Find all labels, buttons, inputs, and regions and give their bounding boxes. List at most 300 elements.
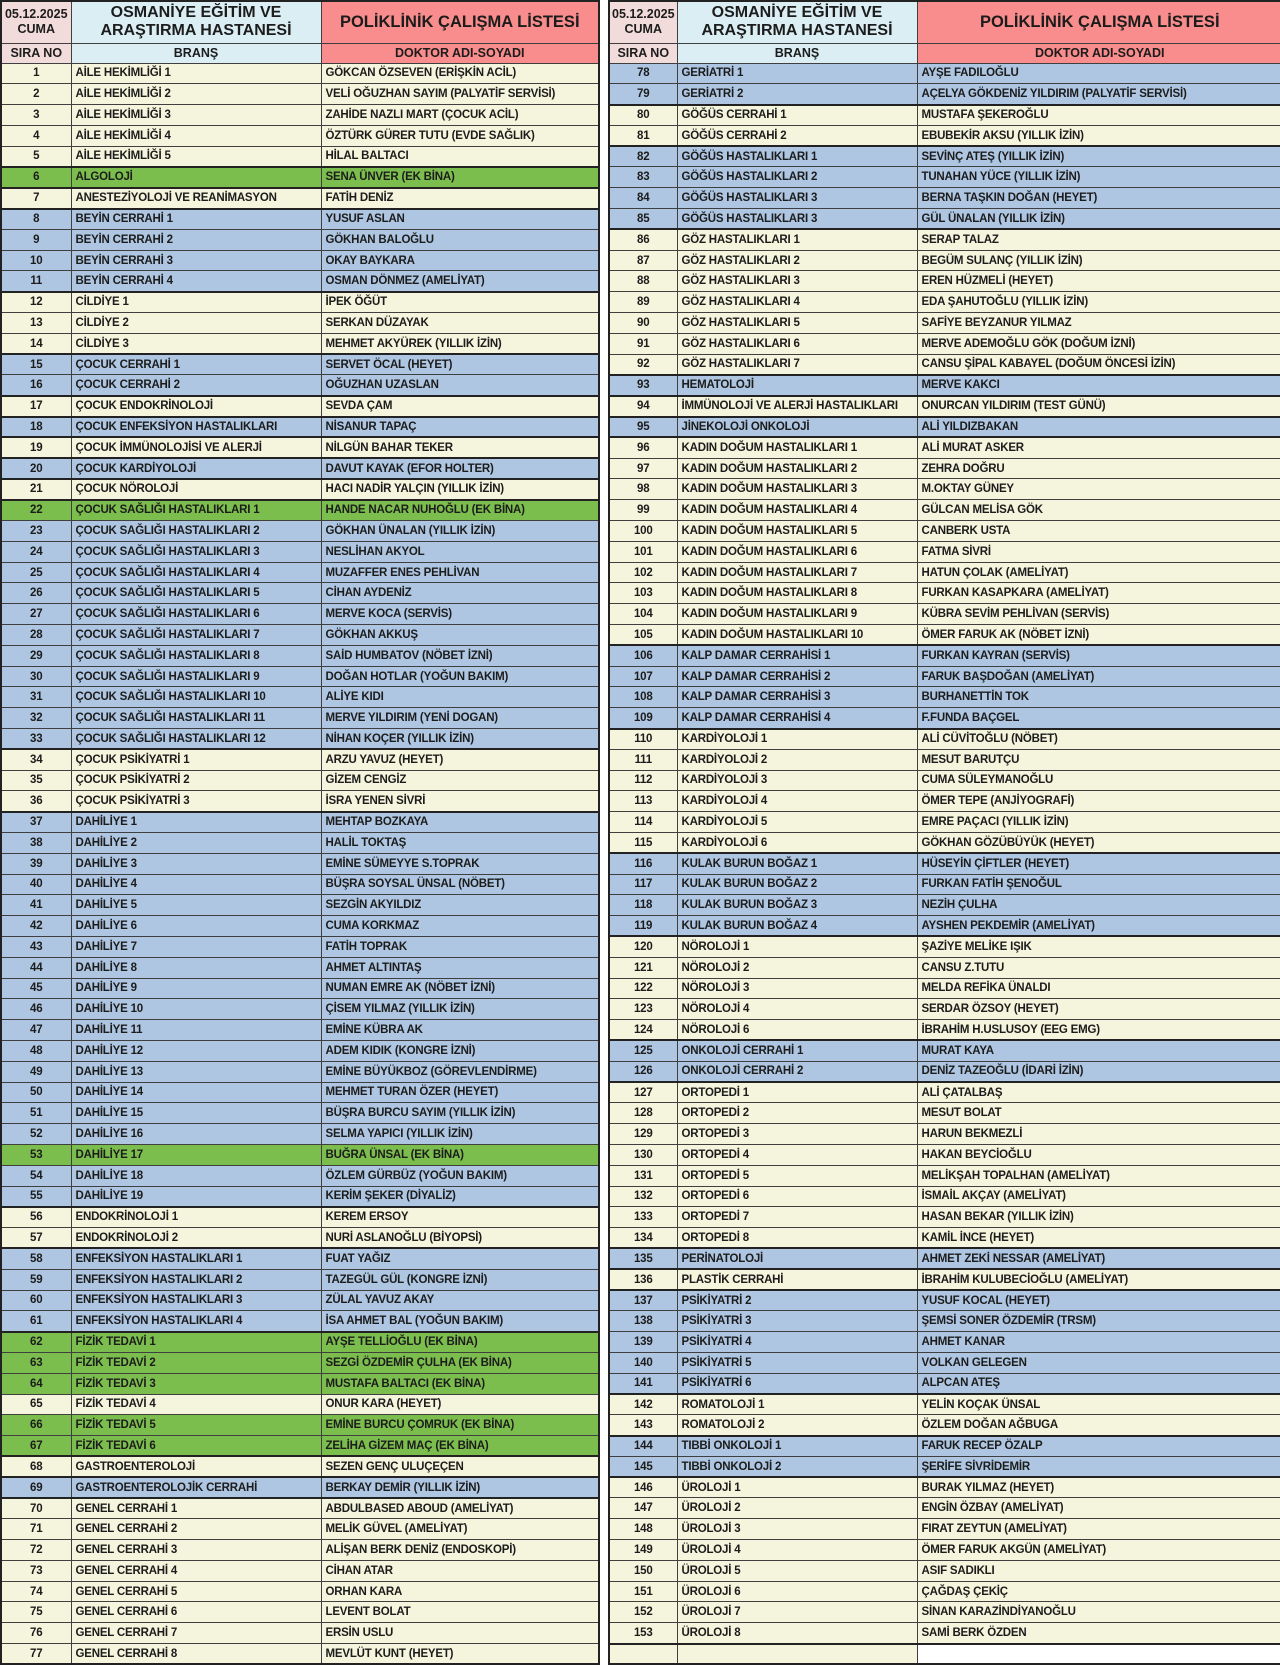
row-number-cell: 127	[609, 1082, 677, 1103]
doctor-cell: ADEM KIDIK (KONGRE İZNİ)	[321, 1040, 599, 1061]
table-row	[1, 1477, 599, 1498]
doctor-cell: ÇAĞDAŞ ÇEKİÇ	[917, 1581, 1280, 1602]
doctor-cell: AHMET KANAR	[917, 1332, 1280, 1353]
brans-cell: AİLE HEKİMLİĞİ 5	[71, 146, 321, 167]
row-number-cell: 148	[609, 1519, 677, 1540]
doctor-cell: İSMAİL AKÇAY (AMELİYAT)	[917, 1186, 1280, 1207]
doctor-cell	[917, 1644, 1280, 1665]
row-number-cell: 84	[609, 188, 677, 209]
row-number-cell: 69	[1, 1477, 71, 1498]
brans-cell: DAHİLİYE 10	[71, 999, 321, 1020]
row-number-cell: 85	[609, 209, 677, 230]
brans-cell: FİZİK TEDAVİ 2	[71, 1352, 321, 1373]
doctor-cell: SAMİ BERK ÖZDEN	[917, 1623, 1280, 1644]
brans-cell: DAHİLİYE 8	[71, 957, 321, 978]
doctor-cell: ASIF SADIKLI	[917, 1560, 1280, 1581]
doctor-cell: FARUK BAŞDOĞAN (AMELİYAT)	[917, 666, 1280, 687]
brans-cell: NÖROLOJİ 4	[677, 999, 917, 1020]
row-number-cell: 98	[609, 479, 677, 500]
brans-cell: NÖROLOJİ 3	[677, 978, 917, 999]
doctor-cell: CİHAN ATAR	[321, 1560, 599, 1581]
row-number-cell: 142	[609, 1394, 677, 1415]
brans-cell: PSİKİYATRİ 2	[677, 1290, 917, 1311]
doctor-cell: ONUR KARA (HEYET)	[321, 1394, 599, 1415]
row-number-cell: 65	[1, 1394, 71, 1415]
row-number-cell: 135	[609, 1248, 677, 1269]
brans-cell: BEYİN CERRAHİ 3	[71, 250, 321, 271]
table-row	[609, 1415, 1280, 1436]
brans-cell: KARDİYOLOJİ 5	[677, 812, 917, 833]
brans-cell: PSİKİYATRİ 5	[677, 1352, 917, 1373]
doctor-cell: GÖKHAN ÜNALAN (YILLIK İZİN)	[321, 521, 599, 542]
brans-cell: ÇOCUK SAĞLIĞI HASTALIKLARI 8	[71, 645, 321, 666]
table-row	[1, 1207, 599, 1228]
row-number-cell: 122	[609, 978, 677, 999]
table-row	[609, 1040, 1280, 1061]
doctor-cell: EMİNE KÜBRA AK	[321, 1020, 599, 1041]
row-number-cell: 141	[609, 1373, 677, 1394]
row-number-cell: 114	[609, 812, 677, 833]
table-row	[609, 354, 1280, 375]
doctor-cell: MUSTAFA ŞEKEROĞLU	[917, 105, 1280, 126]
table-row	[609, 500, 1280, 521]
row-number-cell: 71	[1, 1519, 71, 1540]
brans-cell: FİZİK TEDAVİ 4	[71, 1394, 321, 1415]
doctor-cell: AYŞE FADILOĞLU	[917, 63, 1280, 84]
doctor-cell: TUNAHAN YÜCE (YILLIK İZİN)	[917, 167, 1280, 188]
brans-cell: ÇOCUK PSİKİYATRİ 1	[71, 749, 321, 770]
row-number-cell: 56	[1, 1207, 71, 1228]
row-number-cell: 22	[1, 500, 71, 521]
brans-cell: ENFEKSİYON HASTALIKLARI 4	[71, 1311, 321, 1332]
date-label: 05.12.2025	[4, 7, 68, 22]
brans-cell: ÇOCUK NÖROLOJİ	[71, 479, 321, 500]
table-row	[1, 292, 599, 313]
table-row	[1, 1144, 599, 1165]
table-row	[609, 1373, 1280, 1394]
doctor-cell: SERDAR ÖZSOY (HEYET)	[917, 999, 1280, 1020]
brans-cell: KADIN DOĞUM HASTALIKLARI 1	[677, 437, 917, 458]
brans-cell: KADIN DOĞUM HASTALIKLARI 8	[677, 583, 917, 604]
table-row	[609, 999, 1280, 1020]
table-row	[609, 458, 1280, 479]
doctor-cell: MELİK GÜVEL (AMELİYAT)	[321, 1519, 599, 1540]
table-row	[609, 1456, 1280, 1477]
table-row	[609, 916, 1280, 937]
doctor-cell: MESUT BARUTÇU	[917, 749, 1280, 770]
row-number-cell: 128	[609, 1103, 677, 1124]
brans-cell: GASTROENTEROLOJİ	[71, 1456, 321, 1477]
left-roster-table	[0, 0, 600, 1665]
row-number-cell: 106	[609, 645, 677, 666]
doctor-cell: İPEK ÖĞÜT	[321, 292, 599, 313]
brans-cell: KULAK BURUN BOĞAZ 4	[677, 916, 917, 937]
row-number-cell: 17	[1, 396, 71, 417]
row-number-cell: 125	[609, 1040, 677, 1061]
doctor-cell: NİSANUR TAPAÇ	[321, 417, 599, 438]
row-number-cell: 72	[1, 1540, 71, 1561]
right-table-body	[609, 63, 1280, 1664]
table-row	[1, 1228, 599, 1249]
doctor-cell: OKAY BAYKARA	[321, 250, 599, 271]
doctor-cell: ALİ MURAT ASKER	[917, 437, 1280, 458]
doctor-cell: SERKAN DÜZAYAK	[321, 313, 599, 334]
brans-cell: GENEL CERRAHİ 7	[71, 1623, 321, 1644]
date-label: 05.12.2025	[612, 7, 675, 22]
table-row	[609, 1103, 1280, 1124]
brans-cell: DAHİLİYE 4	[71, 874, 321, 895]
brans-cell: DAHİLİYE 19	[71, 1186, 321, 1207]
doctor-cell: MERVE KOCA (SERVİS)	[321, 604, 599, 625]
brans-cell: DAHİLİYE 17	[71, 1144, 321, 1165]
doctor-cell: SELMA YAPICI (YILLIK İZİN)	[321, 1124, 599, 1145]
brans-cell: ANESTEZİYOLOJİ VE REANİMASYON	[71, 188, 321, 209]
brans-cell: GENEL CERRAHİ 6	[71, 1602, 321, 1623]
table-row	[1, 666, 599, 687]
table-row	[1, 63, 599, 84]
brans-cell: ÇOCUK ENFEKSİYON HASTALIKLARI	[71, 417, 321, 438]
row-number-cell: 44	[1, 957, 71, 978]
doctor-cell: NUMAN EMRE AK (NÖBET İZNİ)	[321, 978, 599, 999]
brans-cell: ENDOKRİNOLOJİ 1	[71, 1207, 321, 1228]
doctor-cell: HACI NADİR YALÇIN (YILLIK İZİN)	[321, 479, 599, 500]
doctor-cell: DOĞAN HOTLAR (YOĞUN BAKIM)	[321, 666, 599, 687]
brans-cell: KARDİYOLOJİ 6	[677, 832, 917, 853]
table-row	[1, 729, 599, 750]
doctor-cell: MURAT KAYA	[917, 1040, 1280, 1061]
row-number-cell: 90	[609, 313, 677, 334]
table-row	[609, 1332, 1280, 1353]
row-number-cell: 93	[609, 375, 677, 396]
table-row	[1, 105, 599, 126]
doctor-cell: OĞUZHAN UZASLAN	[321, 375, 599, 396]
brans-cell: DAHİLİYE 14	[71, 1082, 321, 1103]
column-header-row	[1, 43, 599, 63]
day-label: CUMA	[17, 22, 55, 37]
brans-cell: ÇOCUK İMMÜNOLOJİSİ VE ALERJİ	[71, 437, 321, 458]
doctor-cell: M.OKTAY GÜNEY	[917, 479, 1280, 500]
brans-cell: CİLDİYE 3	[71, 333, 321, 354]
doctor-cell: HALİL TOKTAŞ	[321, 832, 599, 853]
table-row	[1, 1560, 599, 1581]
table-row	[609, 167, 1280, 188]
brans-cell: ÜROLOJİ 8	[677, 1623, 917, 1644]
row-number-cell: 140	[609, 1352, 677, 1373]
brans-cell: DAHİLİYE 3	[71, 853, 321, 874]
doctor-cell: SEZGİN AKYILDIZ	[321, 895, 599, 916]
row-number-cell: 6	[1, 167, 71, 188]
hospital-title: OSMANİYE EĞİTİM VE ARAŞTIRMA HASTANESİ	[677, 1, 917, 43]
doctor-cell: SEZGİ ÖZDEMİR ÇULHA (EK BİNA)	[321, 1352, 599, 1373]
row-number-cell: 50	[1, 1082, 71, 1103]
table-row	[1, 708, 599, 729]
table-row	[609, 146, 1280, 167]
row-number-cell: 80	[609, 105, 677, 126]
doctor-cell: ZEHRA DOĞRU	[917, 458, 1280, 479]
brans-cell: ÇOCUK SAĞLIĞI HASTALIKLARI 9	[71, 666, 321, 687]
brans-cell: CİLDİYE 1	[71, 292, 321, 313]
table-row	[609, 437, 1280, 458]
doctor-cell: FIRAT ZEYTUN (AMELİYAT)	[917, 1519, 1280, 1540]
row-number-cell: 67	[1, 1436, 71, 1457]
row-number-cell: 21	[1, 479, 71, 500]
row-number-cell: 143	[609, 1415, 677, 1436]
row-number-cell: 119	[609, 916, 677, 937]
column-header-row	[609, 43, 1280, 63]
row-number-cell: 121	[609, 957, 677, 978]
table-row	[609, 1644, 1280, 1665]
doctor-cell: ŞERİFE SİVRİDEMİR	[917, 1456, 1280, 1477]
table-title-row	[609, 1, 1280, 43]
brans-cell: DAHİLİYE 5	[71, 895, 321, 916]
doctor-cell: ÖZTÜRK GÜRER TUTU (EVDE SAĞLIK)	[321, 125, 599, 146]
brans-cell: BEYİN CERRAHİ 2	[71, 229, 321, 250]
brans-cell: KALP DAMAR CERRAHİSİ 3	[677, 687, 917, 708]
table-row	[1, 1394, 599, 1415]
row-number-cell: 38	[1, 832, 71, 853]
doctor-cell: CANSU ŞİPAL KABAYEL (DOĞUM ÖNCESİ İZİN)	[917, 354, 1280, 375]
doctor-cell: FURKAN KAYRAN (SERVİS)	[917, 645, 1280, 666]
doctor-cell: ABDULBASED ABOUD (AMELİYAT)	[321, 1498, 599, 1519]
row-number-cell: 42	[1, 916, 71, 937]
table-row	[609, 1124, 1280, 1145]
table-row	[1, 645, 599, 666]
table-row	[609, 666, 1280, 687]
doctor-cell: ZÜLAL YAVUZ AKAY	[321, 1290, 599, 1311]
table-row	[1, 1290, 599, 1311]
table-row	[609, 396, 1280, 417]
row-number-cell: 33	[1, 729, 71, 750]
doctor-cell: EMİNE BURCU ÇOMRUK (EK BİNA)	[321, 1415, 599, 1436]
table-row	[1, 1040, 599, 1061]
row-number-cell: 57	[1, 1228, 71, 1249]
table-row	[1, 271, 599, 292]
table-row	[1, 146, 599, 167]
brans-cell: KARDİYOLOJİ 4	[677, 791, 917, 812]
row-number-cell: 27	[1, 604, 71, 625]
brans-cell: ÜROLOJİ 3	[677, 1519, 917, 1540]
brans-cell: ÜROLOJİ 2	[677, 1498, 917, 1519]
table-row	[1, 1352, 599, 1373]
brans-cell: DAHİLİYE 13	[71, 1061, 321, 1082]
doctor-cell: MEHTAP BOZKAYA	[321, 812, 599, 833]
row-number-cell: 2	[1, 84, 71, 105]
table-row	[609, 1269, 1280, 1290]
brans-cell: GENEL CERRAHİ 5	[71, 1581, 321, 1602]
doctor-cell: SEZEN GENÇ ULUÇEÇEN	[321, 1456, 599, 1477]
table-row	[609, 84, 1280, 105]
row-number-cell: 60	[1, 1290, 71, 1311]
doctor-cell: SEVİNÇ ATEŞ (YILLIK İZİN)	[917, 146, 1280, 167]
doctor-cell: YUSUF KOCAL (HEYET)	[917, 1290, 1280, 1311]
brans-cell: GASTROENTEROLOJİK CERRAHİ	[71, 1477, 321, 1498]
row-number-cell: 53	[1, 1144, 71, 1165]
brans-cell: ÇOCUK SAĞLIĞI HASTALIKLARI 3	[71, 541, 321, 562]
table-title-row	[1, 1, 599, 43]
table-row	[1, 1623, 599, 1644]
row-number-cell: 81	[609, 125, 677, 146]
doctor-cell: BERKAY DEMİR (YILLIK İZİN)	[321, 1477, 599, 1498]
table-row	[609, 645, 1280, 666]
col-header-sira-no: SIRA NO	[609, 43, 677, 63]
row-number-cell: 104	[609, 604, 677, 625]
doctor-cell: ŞEMSİ SONER ÖZDEMİR (TRSM)	[917, 1311, 1280, 1332]
brans-cell: GÖZ HASTALIKLARI 5	[677, 313, 917, 334]
brans-cell: KADIN DOĞUM HASTALIKLARI 10	[677, 625, 917, 646]
brans-cell: KULAK BURUN BOĞAZ 1	[677, 853, 917, 874]
brans-cell: AİLE HEKİMLİĞİ 3	[71, 105, 321, 126]
table-row	[609, 729, 1280, 750]
table-row	[609, 1248, 1280, 1269]
row-number-cell: 14	[1, 333, 71, 354]
table-row	[1, 604, 599, 625]
brans-cell: ORTOPEDİ 5	[677, 1165, 917, 1186]
brans-cell: NÖROLOJİ 6	[677, 1020, 917, 1041]
doctor-cell: İSA AHMET BAL (YOĞUN BAKIM)	[321, 1311, 599, 1332]
table-row	[609, 1560, 1280, 1581]
row-number-cell: 28	[1, 625, 71, 646]
table-row	[609, 1498, 1280, 1519]
doctor-cell: BÜŞRA BURCU SAYIM (YILLIK İZİN)	[321, 1103, 599, 1124]
doctor-cell: KERİM ŞEKER (DİYALİZ)	[321, 1186, 599, 1207]
doctor-cell: ONURCAN YILDIRIM (TEST GÜNÜ)	[917, 396, 1280, 417]
doctor-cell: GÜL ÜNALAN (YILLIK İZİN)	[917, 209, 1280, 230]
row-number-cell: 62	[1, 1332, 71, 1353]
brans-cell: ENFEKSİYON HASTALIKLARI 2	[71, 1269, 321, 1290]
row-number-cell: 49	[1, 1061, 71, 1082]
brans-cell: DAHİLİYE 16	[71, 1124, 321, 1145]
table-row	[609, 1020, 1280, 1041]
doctor-cell: ALİ ÇATALBAŞ	[917, 1082, 1280, 1103]
doctor-cell: SERAP TALAZ	[917, 229, 1280, 250]
table-row	[1, 333, 599, 354]
row-number-cell: 123	[609, 999, 677, 1020]
table-row	[609, 604, 1280, 625]
brans-cell: KADIN DOĞUM HASTALIKLARI 7	[677, 562, 917, 583]
brans-cell: KULAK BURUN BOĞAZ 2	[677, 874, 917, 895]
table-row	[1, 541, 599, 562]
table-row	[1, 895, 599, 916]
doctor-cell: F.FUNDA BAÇGEL	[917, 708, 1280, 729]
doctor-cell: ALPCAN ATEŞ	[917, 1373, 1280, 1394]
row-number-cell: 59	[1, 1269, 71, 1290]
doctor-cell: VELİ OĞUZHAN SAYIM (PALYATİF SERVİSİ)	[321, 84, 599, 105]
doctor-cell: MEHMET AKYÜREK (YILLIK İZİN)	[321, 333, 599, 354]
row-number-cell: 32	[1, 708, 71, 729]
table-row	[1, 1456, 599, 1477]
brans-cell: PERİNATOLOJİ	[677, 1248, 917, 1269]
brans-cell: GÖZ HASTALIKLARI 2	[677, 250, 917, 271]
doctor-cell: NESLİHAN AKYOL	[321, 541, 599, 562]
table-row	[609, 375, 1280, 396]
table-row	[609, 812, 1280, 833]
table-row	[1, 1248, 599, 1269]
doctor-cell: EDA ŞAHUTOĞLU (YILLIK İZİN)	[917, 292, 1280, 313]
doctor-cell: HİLAL BALTACI	[321, 146, 599, 167]
row-number-cell: 133	[609, 1207, 677, 1228]
table-row	[609, 708, 1280, 729]
row-number-cell: 77	[1, 1644, 71, 1665]
doctor-cell: İSRA YENEN SİVRİ	[321, 791, 599, 812]
brans-cell: DAHİLİYE 1	[71, 812, 321, 833]
date-cell	[1, 1, 71, 43]
row-number-cell: 137	[609, 1290, 677, 1311]
doctor-cell: SERVET ÖCAL (HEYET)	[321, 354, 599, 375]
row-number-cell: 117	[609, 874, 677, 895]
brans-cell: PLASTİK CERRAHİ	[677, 1269, 917, 1290]
brans-cell: TIBBİ ONKOLOJİ 2	[677, 1456, 917, 1477]
doctor-cell: CUMA KORKMAZ	[321, 916, 599, 937]
row-number-cell: 150	[609, 1560, 677, 1581]
doctor-cell: AYSHEN PEKDEMİR (AMELİYAT)	[917, 916, 1280, 937]
brans-cell: AİLE HEKİMLİĞİ 2	[71, 84, 321, 105]
table-row	[609, 1581, 1280, 1602]
brans-cell: ÇOCUK SAĞLIĞI HASTALIKLARI 2	[71, 521, 321, 542]
hospital-title: OSMANİYE EĞİTİM VE ARAŞTIRMA HASTANESİ	[71, 1, 321, 43]
row-number-cell: 147	[609, 1498, 677, 1519]
doctor-cell: MEHMET TURAN ÖZER (HEYET)	[321, 1082, 599, 1103]
doctor-cell: HARUN BEKMEZLİ	[917, 1124, 1280, 1145]
table-row	[1, 999, 599, 1020]
doctor-cell: HASAN BEKAR (YILLIK İZİN)	[917, 1207, 1280, 1228]
brans-cell: DAHİLİYE 9	[71, 978, 321, 999]
table-row	[609, 125, 1280, 146]
doctor-cell: İBRAHİM KULUBECİOĞLU (AMELİYAT)	[917, 1269, 1280, 1290]
doctor-cell: SİNAN KARAZİNDİYANOĞLU	[917, 1602, 1280, 1623]
doctor-cell: GİZEM CENGİZ	[321, 770, 599, 791]
brans-cell: AİLE HEKİMLİĞİ 1	[71, 63, 321, 84]
row-number-cell: 145	[609, 1456, 677, 1477]
brans-cell: ROMATOLOJİ 2	[677, 1415, 917, 1436]
doctor-cell: GÖKHAN GÖZÜBÜYÜK (HEYET)	[917, 832, 1280, 853]
table-row	[609, 1519, 1280, 1540]
row-number-cell: 102	[609, 562, 677, 583]
brans-cell: ÇOCUK PSİKİYATRİ 3	[71, 791, 321, 812]
row-number-cell	[609, 1644, 677, 1665]
row-number-cell: 25	[1, 562, 71, 583]
brans-cell: KADIN DOĞUM HASTALIKLARI 4	[677, 500, 917, 521]
table-row	[1, 417, 599, 438]
table-row	[609, 625, 1280, 646]
row-number-cell: 97	[609, 458, 677, 479]
table-row	[1, 229, 599, 250]
brans-cell: GERİATRİ 2	[677, 84, 917, 105]
doctor-cell: KEREM ERSOY	[321, 1207, 599, 1228]
row-number-cell: 66	[1, 1415, 71, 1436]
brans-cell: PSİKİYATRİ 6	[677, 1373, 917, 1394]
row-number-cell: 8	[1, 209, 71, 230]
table-row	[609, 1394, 1280, 1415]
brans-cell: HEMATOLOJİ	[677, 375, 917, 396]
list-title: POLİKLİNİK ÇALIŞMA LİSTESİ	[917, 1, 1280, 43]
table-row	[1, 770, 599, 791]
row-number-cell: 3	[1, 105, 71, 126]
brans-cell: ORTOPEDİ 4	[677, 1144, 917, 1165]
doctor-cell: ÖZLEM DOĞAN AĞBUGA	[917, 1415, 1280, 1436]
row-number-cell: 116	[609, 853, 677, 874]
doctor-cell: MELİKŞAH TOPALHAN (AMELİYAT)	[917, 1165, 1280, 1186]
table-row	[609, 292, 1280, 313]
row-number-cell: 129	[609, 1124, 677, 1145]
row-number-cell: 58	[1, 1248, 71, 1269]
row-number-cell: 101	[609, 541, 677, 562]
row-number-cell: 11	[1, 271, 71, 292]
table-row	[609, 541, 1280, 562]
doctor-cell: NEZİH ÇULHA	[917, 895, 1280, 916]
doctor-cell: FUAT YAĞIZ	[321, 1248, 599, 1269]
brans-cell: AİLE HEKİMLİĞİ 4	[71, 125, 321, 146]
row-number-cell: 54	[1, 1165, 71, 1186]
